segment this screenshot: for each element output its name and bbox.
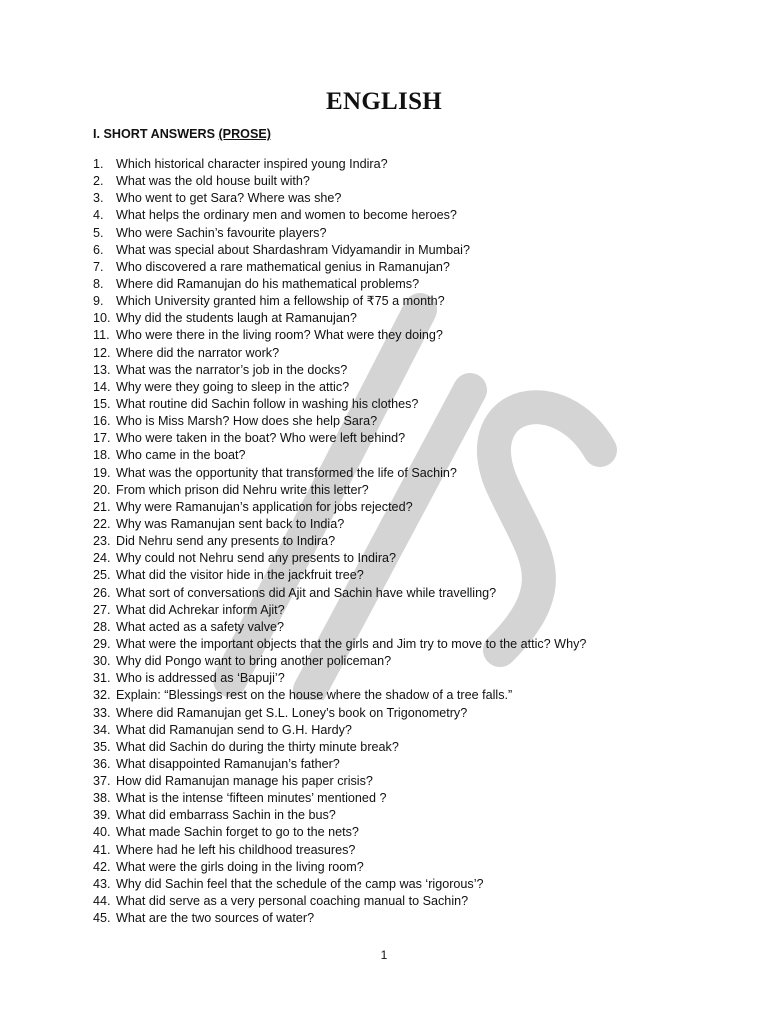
question-text: Which University granted him a fellowship of ₹75 a month?	[116, 294, 445, 309]
question-number: 37.	[93, 774, 111, 789]
question-number: 26.	[93, 585, 111, 600]
question-item	[93, 739, 586, 756]
question-text: Why did Sachin feel that the schedule of the camp was ‘rigorous’?	[116, 876, 484, 891]
question-text: Where had he left his childhood treasures?	[116, 842, 356, 857]
question-item	[93, 293, 586, 310]
question-item	[93, 327, 586, 344]
question-number: 1.	[93, 157, 104, 171]
question-number: 36.	[93, 756, 111, 771]
question-number: 14.	[93, 379, 111, 394]
question-text: What did embarrass Sachin in the bus?	[116, 808, 336, 823]
question-number: 35.	[93, 739, 111, 754]
question-number: 13.	[93, 362, 111, 377]
question-number: 45.	[93, 911, 111, 926]
question-item	[93, 345, 586, 362]
question-item	[93, 362, 586, 379]
question-text: What helps the ordinary men and women to become heroes?	[116, 208, 457, 223]
question-item	[93, 807, 586, 824]
question-number: 19.	[93, 465, 111, 480]
question-item	[93, 430, 586, 447]
question-item	[93, 687, 586, 704]
question-text: Why did Pongo want to bring another policeman?	[116, 654, 392, 669]
question-number: 21.	[93, 499, 111, 514]
question-number: 5.	[93, 225, 104, 240]
question-text: Explain: “Blessings rest on the house where the shadow of a tree falls.”	[116, 688, 513, 703]
question-number: 2.	[93, 174, 104, 189]
question-item	[93, 533, 586, 550]
question-text: What did Sachin do during the thirty minute break?	[116, 739, 399, 754]
question-item	[93, 602, 586, 619]
question-number: 44.	[93, 894, 111, 909]
question-item	[93, 619, 586, 636]
section-heading-prefix: I. SHORT ANSWERS	[93, 127, 219, 141]
question-item	[93, 722, 586, 739]
question-item	[93, 773, 586, 790]
question-number: 11.	[93, 328, 110, 343]
question-text: Did Nehru send any presents to Indira?	[116, 534, 336, 549]
question-text: Where did the narrator work?	[116, 345, 280, 360]
question-number: 28.	[93, 619, 111, 634]
question-item	[93, 396, 586, 413]
question-text: Who came in the boat?	[116, 448, 246, 463]
question-text: What were the girls doing in the living room?	[116, 859, 364, 874]
question-number: 34.	[93, 722, 111, 737]
question-text: What did Ramanujan send to G.H. Hardy?	[116, 722, 352, 737]
question-number: 20.	[93, 482, 111, 497]
question-text: What made Sachin forget to go to the nets?	[116, 825, 359, 840]
question-number: 4.	[93, 208, 104, 223]
question-number: 42.	[93, 859, 111, 874]
document-title: ENGLISH	[325, 88, 443, 115]
question-text: Who were taken in the boat? Who were left behind?	[116, 431, 406, 446]
question-text: Why were Ramanujan’s application for jobs rejected?	[116, 499, 413, 514]
question-text: Who discovered a rare mathematical genius in Ramanujan?	[116, 259, 450, 274]
question-number: 40.	[93, 825, 111, 840]
question-text: Who were there in the living room? What were they doing?	[116, 328, 443, 343]
question-item	[93, 842, 586, 859]
question-number: 16.	[93, 414, 111, 429]
question-text: Who is Miss Marsh? How does she help Sara?	[116, 414, 378, 429]
question-item	[93, 499, 586, 516]
question-item	[93, 585, 586, 602]
question-text: What was the opportunity that transformed the life of Sachin?	[116, 465, 457, 480]
question-number: 9.	[93, 294, 104, 309]
question-text: Why did the students laugh at Ramanujan?	[116, 311, 357, 326]
question-number: 32.	[93, 688, 111, 703]
question-text: Why could not Nehru send any presents to Indira?	[116, 551, 397, 566]
question-number: 33.	[93, 705, 111, 720]
question-list	[93, 156, 586, 927]
question-number: 17.	[93, 431, 111, 446]
question-text: What are the two sources of water?	[116, 911, 315, 926]
question-number: 10.	[93, 311, 111, 326]
question-item	[93, 413, 586, 430]
question-text: What was special about Shardashram Vidyamandir in Mumbai?	[116, 242, 470, 257]
question-item	[93, 550, 586, 567]
question-number: 12.	[93, 345, 111, 360]
question-text: What did serve as a very personal coaching manual to Sachin?	[116, 894, 469, 909]
question-text: What disappointed Ramanujan’s father?	[116, 756, 340, 771]
page-number: 1	[380, 948, 388, 962]
question-item	[93, 567, 586, 584]
question-item	[93, 824, 586, 841]
question-text: What acted as a safety valve?	[116, 619, 285, 634]
question-text: From which prison did Nehru write this letter?	[116, 482, 369, 497]
question-item	[93, 516, 586, 533]
question-number: 43.	[93, 876, 111, 891]
question-item	[93, 207, 586, 224]
question-number: 3.	[93, 191, 104, 206]
question-item	[93, 859, 586, 876]
question-text: What did Achrekar inform Ajit?	[116, 602, 285, 617]
question-text: What did the visitor hide in the jackfruit tree?	[116, 568, 364, 583]
question-text: What were the important objects that the girls and Jim try to move to the attic? Why?	[116, 636, 587, 651]
question-item	[93, 670, 586, 687]
question-text: Where did Ramanujan do his mathematical problems?	[116, 276, 420, 291]
question-item	[93, 259, 586, 276]
question-number: 29.	[93, 636, 111, 651]
question-text: Why were they going to sleep in the attic?	[116, 379, 350, 394]
question-text: Who went to get Sara? Where was she?	[116, 191, 342, 206]
question-text: What is the intense ‘fifteen minutes’ mentioned ?	[116, 791, 387, 806]
question-item	[93, 790, 586, 807]
question-item	[93, 653, 586, 670]
section-heading	[93, 127, 271, 141]
question-number: 18.	[93, 448, 111, 463]
section-heading-subtitle: (PROSE)	[218, 127, 271, 141]
question-number: 39.	[93, 808, 111, 823]
question-number: 8.	[93, 276, 104, 291]
question-number: 24.	[93, 551, 111, 566]
question-item	[93, 225, 586, 242]
question-number: 15.	[93, 396, 111, 411]
question-item	[93, 447, 586, 464]
question-item	[93, 482, 586, 499]
question-item	[93, 893, 586, 910]
question-item	[93, 156, 586, 173]
question-item	[93, 910, 586, 927]
question-item	[93, 756, 586, 773]
question-text: Who is addressed as ‘Bapuji’?	[116, 671, 285, 686]
question-number: 6.	[93, 242, 104, 257]
question-item	[93, 465, 586, 482]
question-text: Which historical character inspired young Indira?	[116, 157, 388, 171]
question-item	[93, 310, 586, 327]
question-text: What sort of conversations did Ajit and Sachin have while travelling?	[116, 585, 497, 600]
question-number: 27.	[93, 602, 111, 617]
question-text: Who were Sachin’s favourite players?	[116, 225, 327, 240]
question-item	[93, 379, 586, 396]
question-item	[93, 876, 586, 893]
question-number: 22.	[93, 516, 111, 531]
question-number: 7.	[93, 259, 104, 274]
question-item	[93, 276, 586, 293]
question-text: Why was Ramanujan sent back to India?	[116, 516, 345, 531]
question-text: What was the old house built with?	[116, 174, 310, 189]
question-item	[93, 705, 586, 722]
question-number: 23.	[93, 534, 111, 549]
question-text: What was the narrator’s job in the docks?	[116, 362, 348, 377]
question-item	[93, 242, 586, 259]
question-number: 25.	[93, 568, 111, 583]
question-number: 30.	[93, 654, 111, 669]
question-text: Where did Ramanujan get S.L. Loney’s book on Trigonometry?	[116, 705, 468, 720]
question-text: What routine did Sachin follow in washing his clothes?	[116, 396, 419, 411]
question-number: 41.	[93, 842, 111, 857]
question-item	[93, 636, 586, 653]
question-item	[93, 190, 586, 207]
question-number: 38.	[93, 791, 111, 806]
question-number: 31.	[93, 671, 111, 686]
question-item	[93, 173, 586, 190]
question-text: How did Ramanujan manage his paper crisis?	[116, 774, 373, 789]
